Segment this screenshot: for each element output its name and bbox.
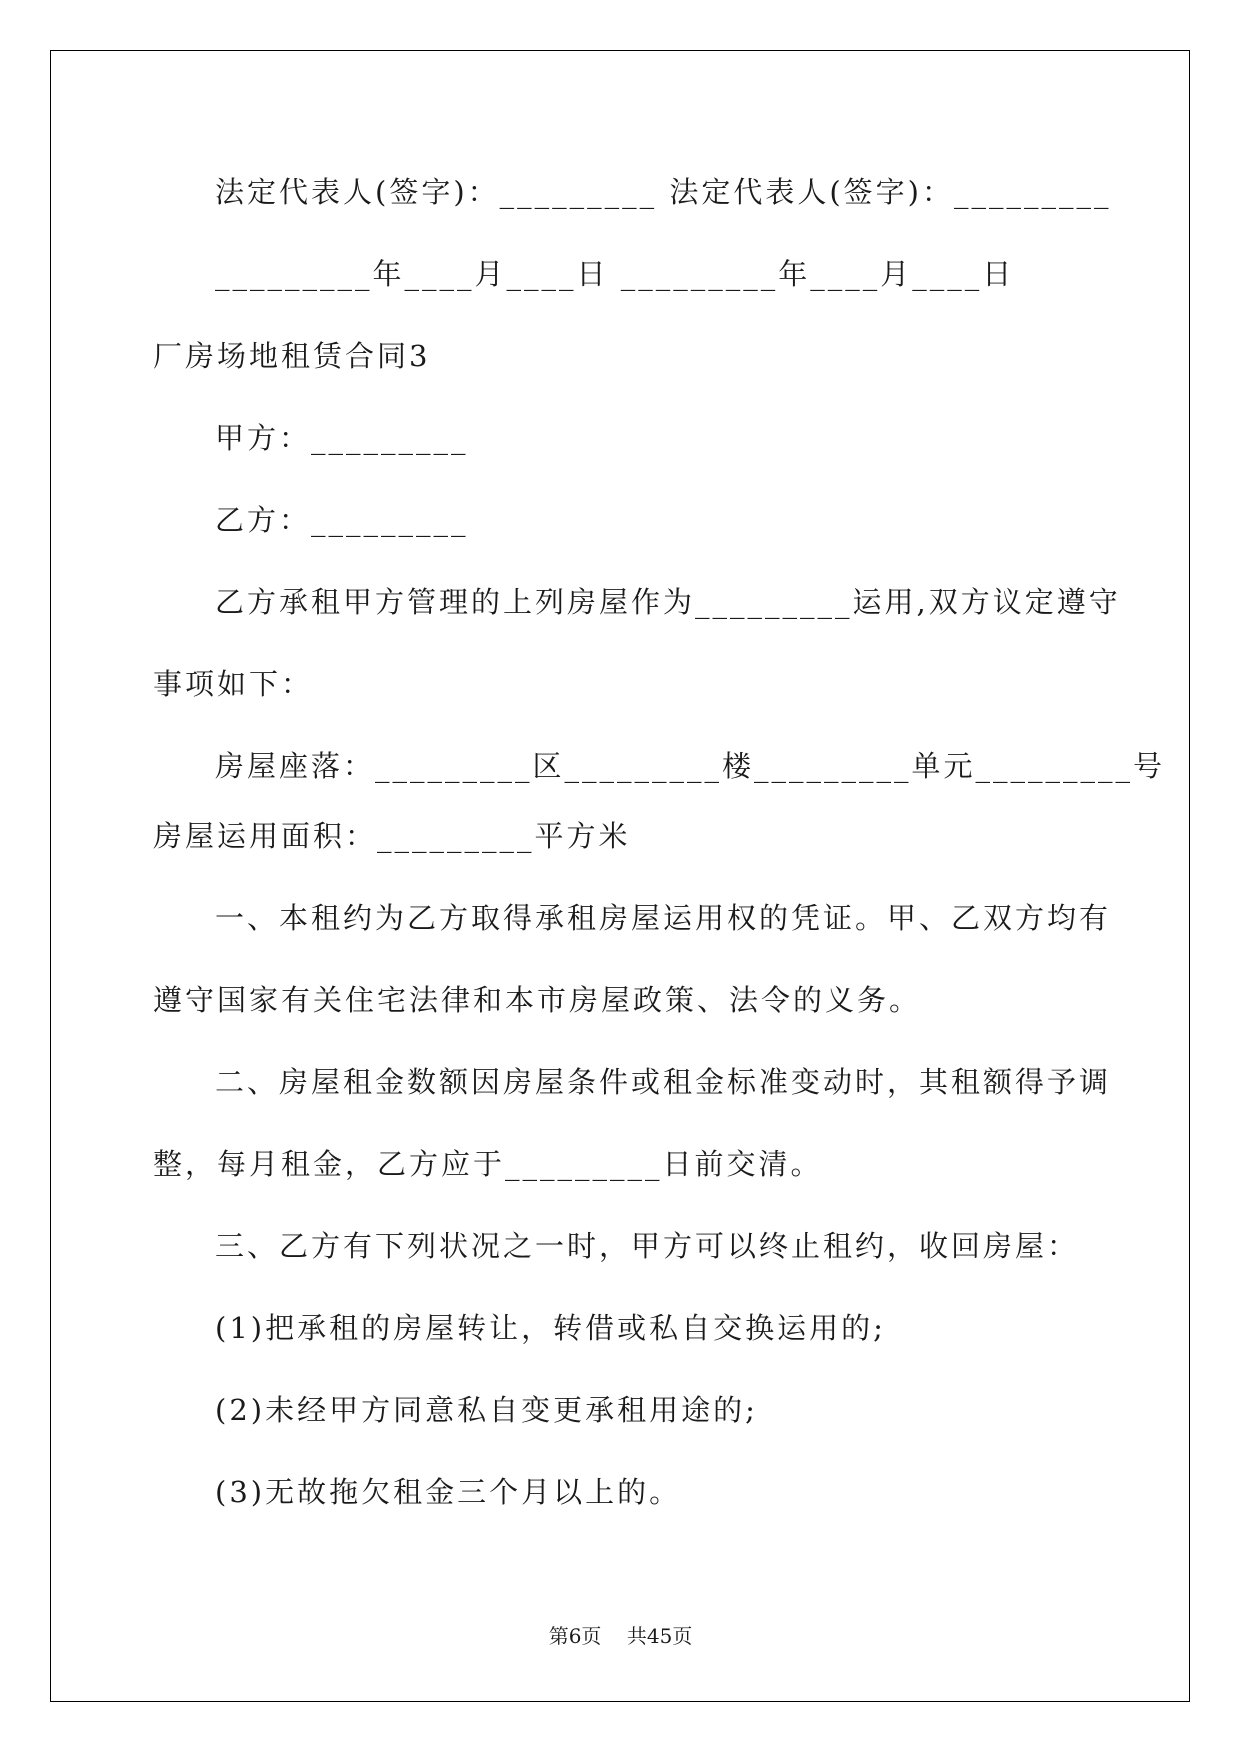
list-item: (2)未经甲方同意私自变更承租用途的; <box>215 1393 758 1427</box>
page-border <box>50 50 1190 1702</box>
area-line: 房屋运用面积：_________平方米 <box>153 819 631 853</box>
total-pages: 45 <box>646 1624 673 1648</box>
paragraph-line: 乙方承租甲方管理的上列房屋作为_________运用,双方议定遵守 <box>215 585 1121 619</box>
list-item: (3)无故拖欠租金三个月以上的。 <box>215 1475 682 1509</box>
date-line: _________年____月____日 _________年____月____日 <box>215 257 1015 291</box>
page-prefix: 第 <box>548 1624 569 1648</box>
address-line: 房屋座落：_________区_________楼_________单元_________号 <box>215 749 1166 783</box>
clause-3-line: 三、乙方有下列状况之一时，甲方可以终止租约，收回房屋： <box>215 1229 1080 1263</box>
contract-title: 厂房场地租赁合同3 <box>153 339 431 373</box>
total-suffix: 页 <box>672 1624 693 1648</box>
page-number: 6 <box>568 1624 582 1648</box>
total-prefix: 共 <box>626 1624 647 1648</box>
signature-line: 法定代表人(签字)：_________ 法定代表人(签字)：_________ <box>215 175 1112 209</box>
page-footer <box>0 1624 1241 1648</box>
clause-2-line: 整，每月租金，乙方应于_________日前交清。 <box>153 1147 823 1181</box>
party-a-line: 甲方：_________ <box>215 421 469 455</box>
paragraph-line: 事项如下： <box>153 667 314 701</box>
party-b-line: 乙方：_________ <box>215 503 469 537</box>
clause-2-line: 二、房屋租金数额因房屋条件或租金标准变动时，其租额得予调 <box>215 1065 1112 1099</box>
page-suffix: 页 <box>581 1624 602 1648</box>
list-item: (1)把承租的房屋转让，转借或私自交换运用的; <box>215 1311 886 1345</box>
clause-1-line: 遵守国家有关住宅法律和本市房屋政策、法令的义务。 <box>153 983 922 1017</box>
clause-1-line: 一、本租约为乙方取得承租房屋运用权的凭证。甲、乙双方均有 <box>215 901 1112 935</box>
